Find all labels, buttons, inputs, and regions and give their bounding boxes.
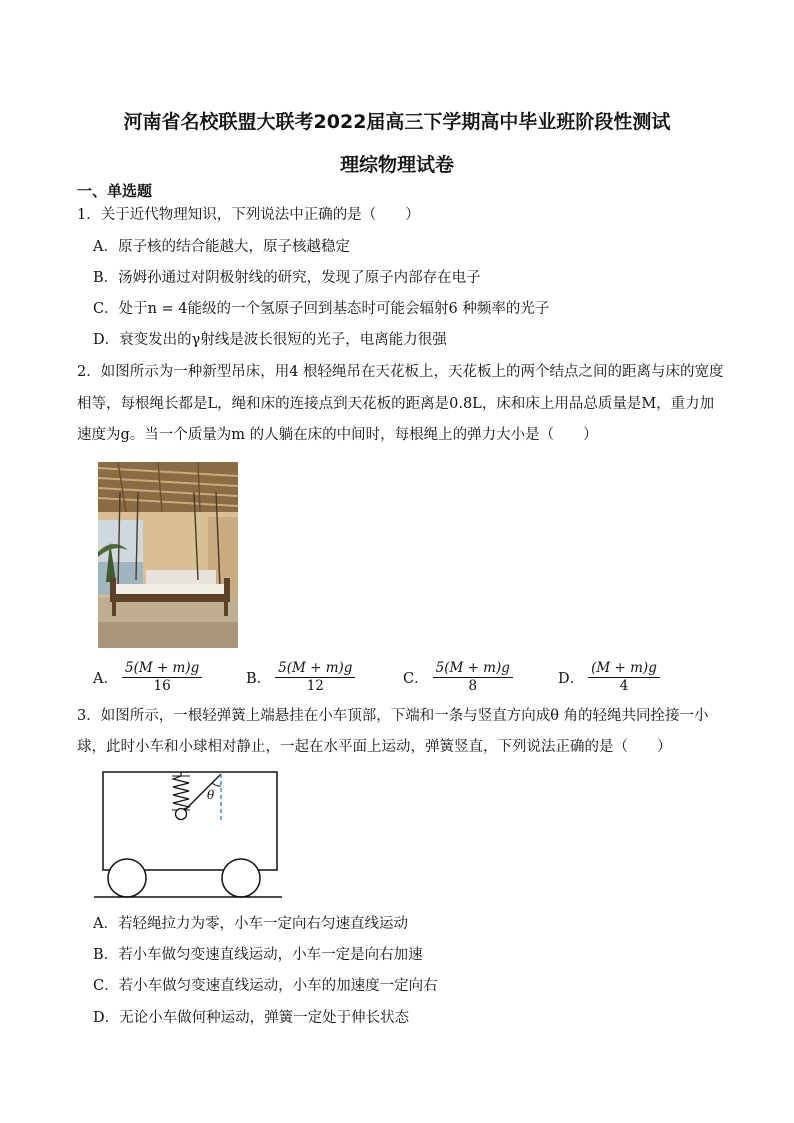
q3-line-1: 3．如图所示，一根轻弹簧上端悬挂在小车顶部，下端和一条与竖直方向成θ 角的轻绳共同拴接一小 xyxy=(77,708,709,724)
hammock-photo xyxy=(98,462,238,648)
angle-label: θ xyxy=(207,788,215,802)
ball xyxy=(176,809,187,820)
q3-line-2: 球，此时小车和小球相对静止，一起在水平面上运动，弹簧竖直，下列说法正确的是（ ） xyxy=(77,739,672,755)
q3-option-d: D．无论小车做何种运动，弹簧一定处于伸长状态 xyxy=(93,1010,410,1026)
fraction-numerator: 5(M + m)g xyxy=(122,660,202,678)
q1-stem: 1．关于近代物理知识，下列说法中正确的是（ ） xyxy=(77,207,420,223)
left-wheel xyxy=(108,859,146,897)
q2-choice-fraction xyxy=(588,660,660,695)
fraction-denominator: 12 xyxy=(306,678,324,694)
q1-option-b: B．汤姆孙通过对阴极射线的研究，发现了原子内部存在电子 xyxy=(93,270,481,286)
fraction-denominator: 4 xyxy=(619,678,629,694)
section-heading: 一、单选题 xyxy=(77,182,153,200)
q2-choice-fraction xyxy=(275,660,355,695)
q2-choice-label: B． xyxy=(246,671,272,687)
fraction-numerator: 5(M + m)g xyxy=(275,660,355,678)
q2-line-1: 2．如图所示为一种新型吊床，用4 根轻绳吊在天花板上，天花板上的两个结点之间的距离与床的宽度 xyxy=(77,364,724,380)
q2-choice-label: C． xyxy=(403,671,429,687)
q1-option-a: A．原子核的结合能越大，原子核越稳定 xyxy=(93,239,350,255)
q2-choice-d xyxy=(558,660,660,695)
title-line-2: 理综物理试卷 xyxy=(339,154,454,176)
fraction-denominator: 16 xyxy=(153,678,171,694)
q2-choice-fraction xyxy=(433,660,513,695)
fraction-denominator: 8 xyxy=(468,678,478,694)
q2-choice-fraction xyxy=(122,660,202,695)
right-wheel xyxy=(222,859,260,897)
q2-line-2: 相等，每根绳长都是L，绳和床的连接点到天花板的距离是0.8L，床和床上用品总质量是M，重力加 xyxy=(77,396,715,412)
q2-line-3: 速度为g。当一个质量为m 的人躺在床的中间时，每根绳上的弹力大小是（ ） xyxy=(77,427,598,443)
q2-choice-b xyxy=(246,660,355,695)
rope xyxy=(185,774,221,810)
q2-choice-a xyxy=(93,660,202,695)
q2-choice-c xyxy=(403,660,513,695)
q1-option-d: D．衰变发出的γ射线是波长很短的光子，电离能力很强 xyxy=(93,332,447,348)
cart-diagram xyxy=(94,766,294,906)
q3-option-a: A．若轻绳拉力为零，小车一定向右匀速直线运动 xyxy=(93,916,408,932)
angle-arc xyxy=(212,783,221,786)
fraction-numerator: 5(M + m)g xyxy=(433,660,513,678)
fraction-numerator: (M + m)g xyxy=(588,660,660,678)
q3-option-c: C．若小车做匀变速直线运动，小车的加速度一定向右 xyxy=(93,978,438,994)
cart-body xyxy=(103,772,277,870)
q2-choice-label: D． xyxy=(558,671,585,687)
q2-choice-label: A． xyxy=(93,671,118,687)
title-line-1: 河南省名校联盟大联考2022届高三下学期高中毕业班阶段性测试 xyxy=(123,111,671,133)
q3-option-b: B．若小车做匀变速直线运动，小车一定是向右加速 xyxy=(93,947,423,963)
q1-option-c: C．处于n = 4能级的一个氢原子回到基态时可能会辐射6 种频率的光子 xyxy=(93,301,550,317)
